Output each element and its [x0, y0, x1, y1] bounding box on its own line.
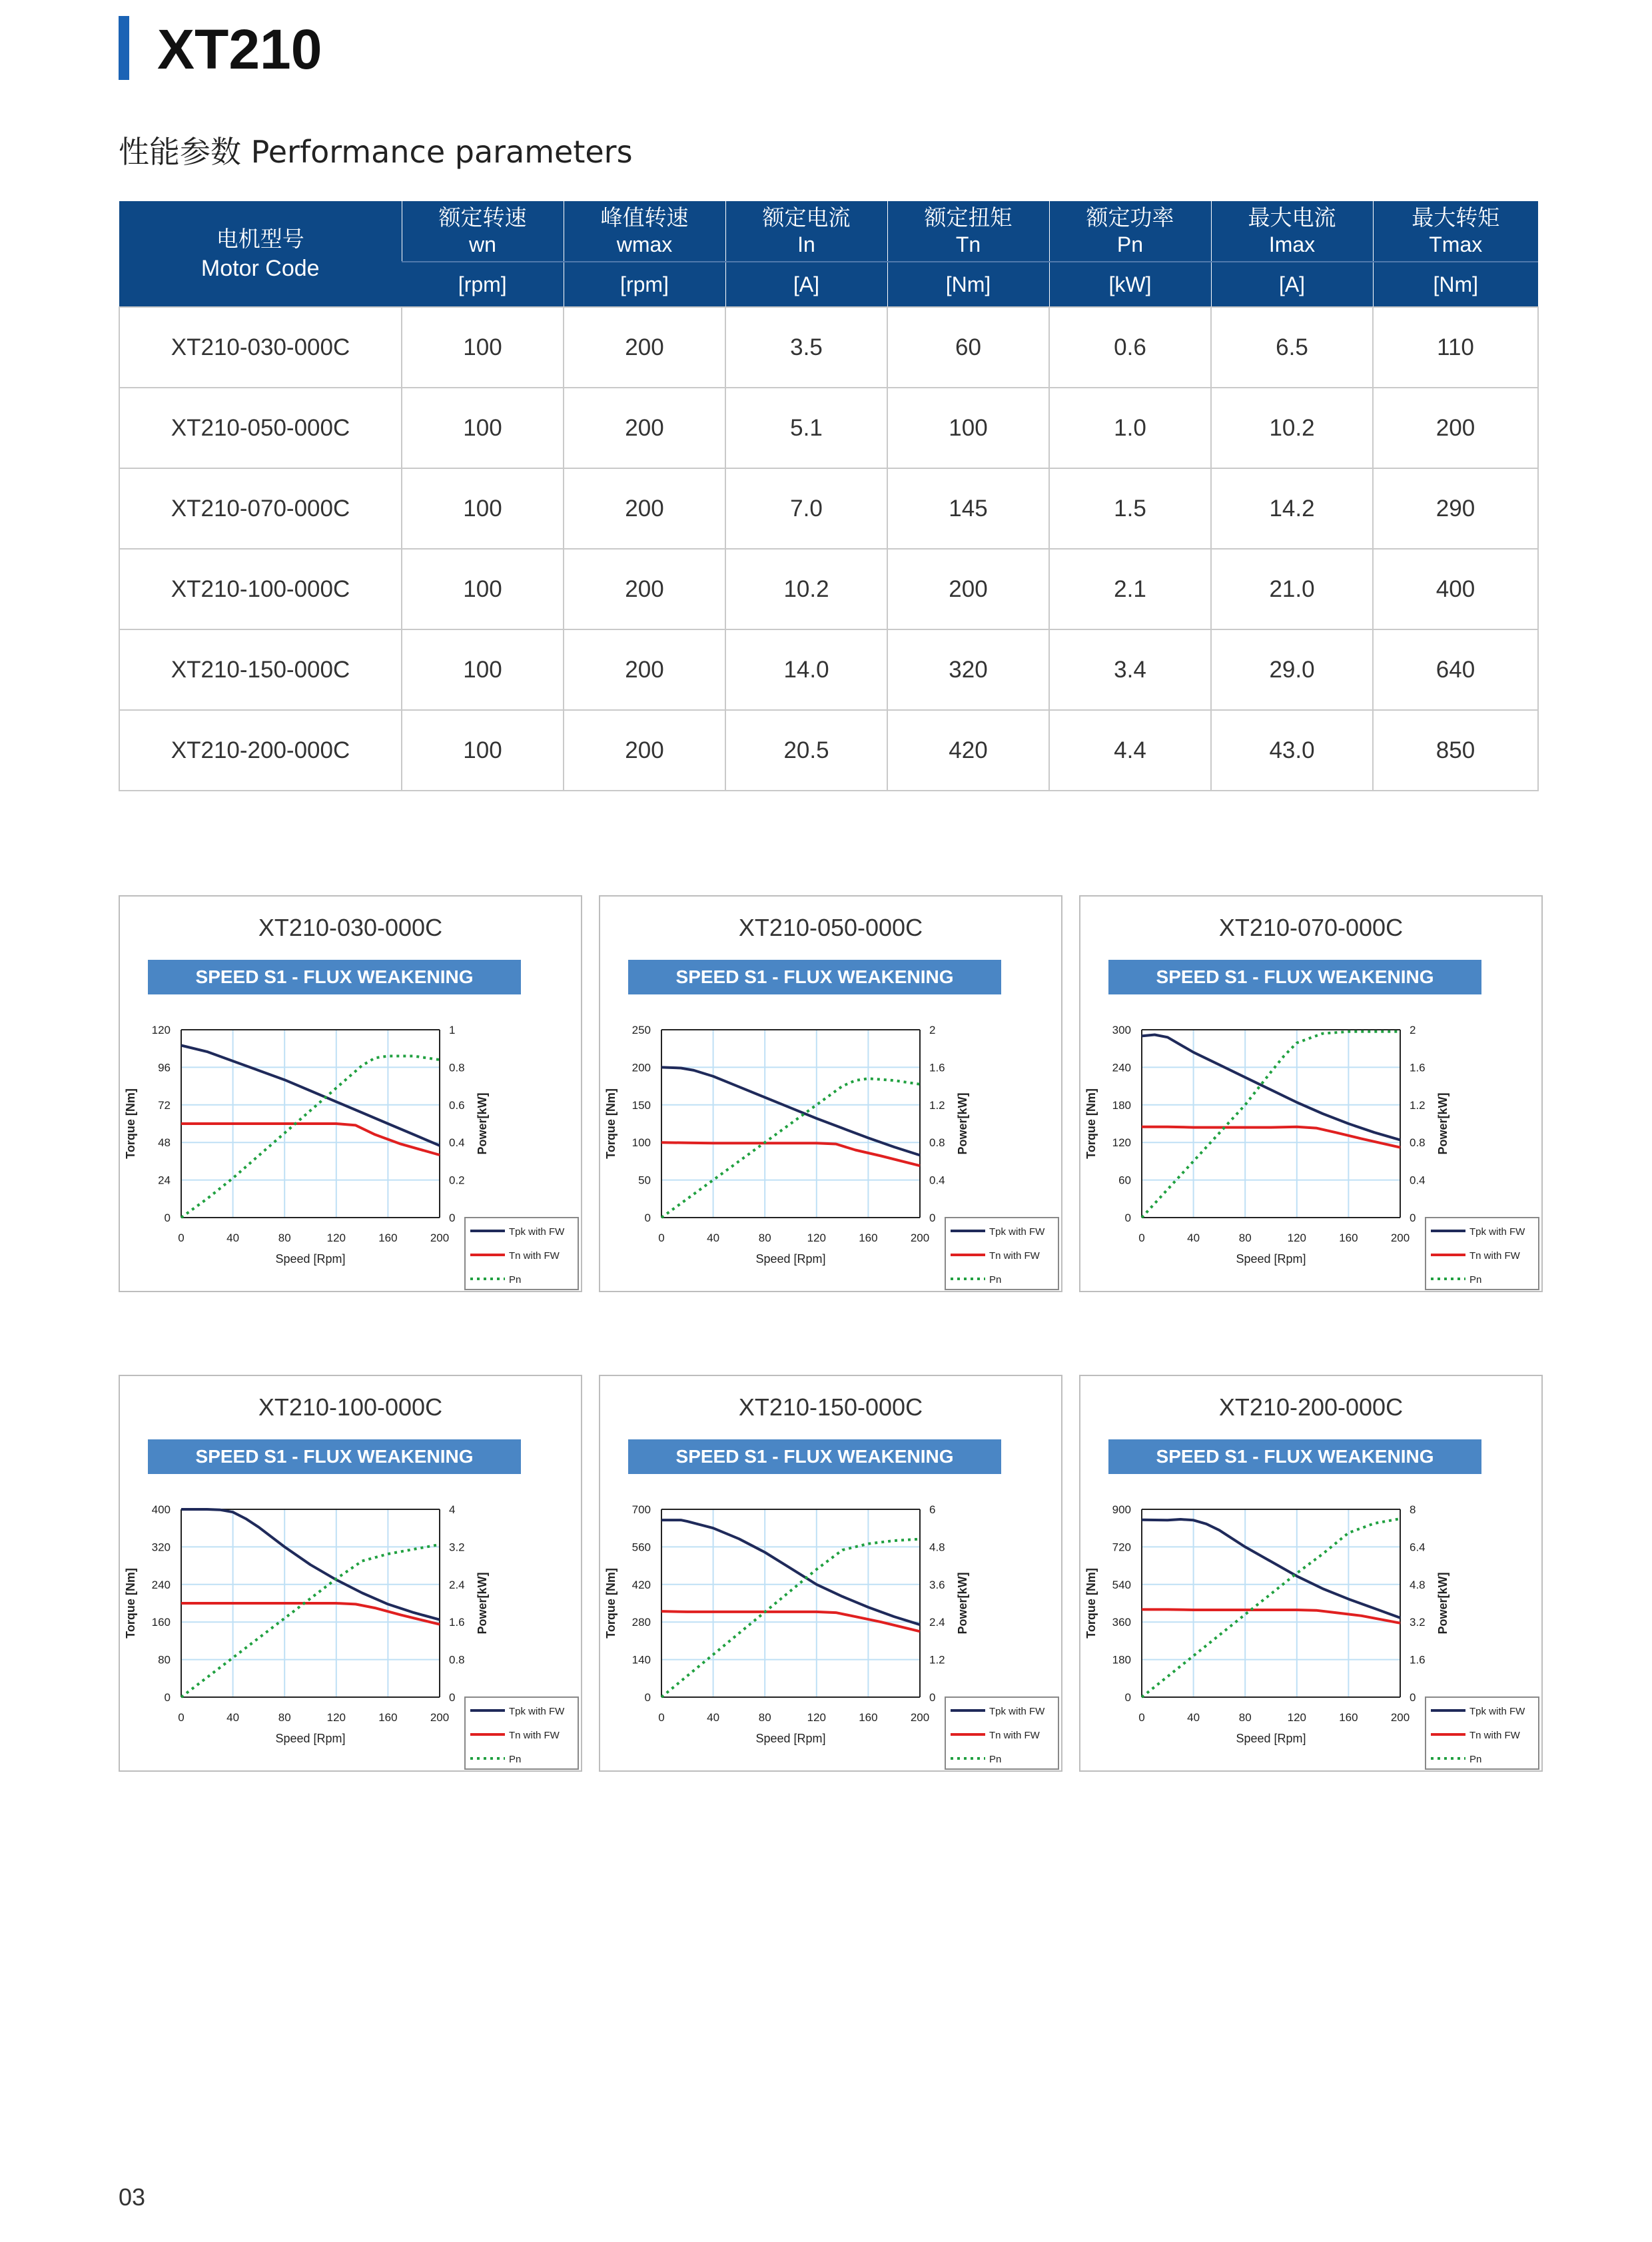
- legend-label: Tn with FW: [509, 1250, 560, 1262]
- y-tick-label: 96: [158, 1061, 171, 1074]
- chart-card: [599, 895, 1062, 1292]
- x-tick-label: 0: [1138, 1711, 1145, 1724]
- y-tick-label: 50: [638, 1174, 651, 1187]
- table-cell: 10.2: [1211, 388, 1373, 468]
- y-tick-label: 300: [1112, 1024, 1131, 1036]
- x-tick-label: 200: [1390, 1711, 1410, 1724]
- x-axis-label: Speed [Rpm]: [275, 1252, 346, 1266]
- x-tick-label: 160: [378, 1232, 398, 1244]
- motor-code-header-cn: 电机型号: [216, 226, 304, 252]
- y-axis-label: Torque [Nm]: [1084, 1568, 1098, 1639]
- x-tick-label: 120: [1287, 1232, 1306, 1244]
- table-cell: 200: [564, 710, 725, 791]
- x-tick-label: 40: [226, 1711, 240, 1724]
- y2-tick-label: 1.6: [449, 1616, 465, 1629]
- y2-tick-label: 0.8: [929, 1136, 945, 1150]
- y-axis-label: Torque [Nm]: [124, 1088, 137, 1159]
- chart-banner: SPEED S1 - FLUX WEAKENING: [628, 1439, 1001, 1474]
- series-line-pn: [1142, 1519, 1400, 1697]
- column-header: [1373, 201, 1538, 262]
- y2-tick-label: 2: [929, 1024, 936, 1036]
- y-tick-label: 250: [631, 1024, 651, 1036]
- chart-plot: [600, 1376, 1061, 1770]
- x-tick-label: 120: [1287, 1711, 1306, 1724]
- y-tick-label: 0: [164, 1691, 171, 1704]
- table-cell: 4.4: [1049, 710, 1211, 791]
- x-axis-label: Speed [Rpm]: [755, 1732, 826, 1745]
- legend-label: Pn: [1469, 1754, 1482, 1765]
- table-cell: 10.2: [725, 549, 887, 629]
- table-cell: 100: [402, 307, 564, 388]
- y-tick-label: 72: [158, 1098, 171, 1112]
- y-axis-label: Torque [Nm]: [1084, 1088, 1098, 1159]
- table-cell: 200: [1373, 388, 1538, 468]
- column-header: [887, 201, 1049, 262]
- table-cell: 200: [564, 307, 725, 388]
- legend-label: Tpk with FW: [989, 1226, 1045, 1238]
- table-cell: 640: [1373, 629, 1538, 710]
- page-number: 03: [119, 2183, 146, 2211]
- legend-label: Tn with FW: [1469, 1250, 1520, 1262]
- x-tick-label: 160: [1339, 1711, 1358, 1724]
- column-unit: [Nm]: [1373, 262, 1538, 307]
- chart-plot: [1080, 1376, 1541, 1770]
- y-tick-label: 24: [158, 1174, 171, 1187]
- column-header: [1049, 201, 1211, 262]
- x-tick-label: 200: [430, 1232, 450, 1244]
- y-tick-label: 900: [1112, 1503, 1131, 1516]
- y2-tick-label: 1: [449, 1024, 456, 1036]
- y2-tick-label: 0: [929, 1691, 936, 1704]
- x-tick-label: 0: [658, 1711, 665, 1724]
- y2-tick-label: 1.6: [929, 1061, 945, 1074]
- y-tick-label: 0: [1124, 1212, 1131, 1224]
- y2-tick-label: 4.8: [929, 1541, 945, 1554]
- series-line-tn-with-fw: [661, 1142, 920, 1166]
- chart-card: [119, 895, 582, 1292]
- column-unit: [A]: [1211, 262, 1373, 307]
- column-header-cn: 额定功率: [1086, 204, 1174, 230]
- y2-tick-label: 2: [1410, 1024, 1416, 1036]
- table-row: [119, 307, 1538, 388]
- table-cell: 1.5: [1049, 468, 1211, 549]
- table-cell: 1.0: [1049, 388, 1211, 468]
- page-title: XT210: [157, 18, 322, 81]
- y-tick-label: 280: [631, 1616, 651, 1629]
- y2-tick-label: 1.2: [929, 1098, 945, 1112]
- y-tick-label: 100: [631, 1136, 651, 1150]
- table-cell: 0.6: [1049, 307, 1211, 388]
- legend-label: Pn: [509, 1274, 522, 1286]
- x-tick-label: 160: [859, 1232, 878, 1244]
- x-tick-label: 120: [326, 1232, 346, 1244]
- table-cell: 3.5: [725, 307, 887, 388]
- legend-label: Tn with FW: [1469, 1730, 1520, 1741]
- y2-tick-label: 0.2: [449, 1174, 465, 1187]
- x-tick-label: 160: [1339, 1232, 1358, 1244]
- table-cell: 145: [887, 468, 1049, 549]
- series-line-pn: [661, 1539, 920, 1697]
- legend-label: Pn: [1469, 1274, 1482, 1286]
- legend-label: Pn: [989, 1274, 1002, 1286]
- y2-tick-label: 6.4: [1410, 1541, 1426, 1554]
- y2-tick-label: 6: [929, 1503, 936, 1516]
- y2-axis-label: Power[kW]: [1436, 1572, 1449, 1635]
- y2-tick-label: 0.8: [449, 1061, 465, 1074]
- chart-plot: [600, 897, 1061, 1291]
- column-header-cn: 峰值转速: [600, 204, 689, 230]
- y-tick-label: 320: [151, 1541, 171, 1554]
- x-tick-label: 80: [1238, 1711, 1252, 1724]
- series-line-pn: [661, 1078, 920, 1218]
- table-cell: 290: [1373, 468, 1538, 549]
- motor-code-header-en: Motor Code: [201, 256, 320, 281]
- y-tick-label: 720: [1112, 1541, 1131, 1554]
- table-cell: 420: [887, 710, 1049, 791]
- chart-card: [599, 1375, 1062, 1772]
- y-tick-label: 0: [1124, 1691, 1131, 1704]
- table-header-row: [119, 201, 1538, 262]
- chart-banner: SPEED S1 - FLUX WEAKENING: [628, 960, 1001, 994]
- y-tick-label: 560: [631, 1541, 651, 1554]
- y2-tick-label: 2.4: [929, 1616, 945, 1629]
- column-header: [402, 201, 564, 262]
- x-tick-label: 80: [278, 1232, 291, 1244]
- chart-title: XT210-050-000C: [738, 914, 923, 941]
- section-title: 性能参数 Performance parameters: [119, 134, 633, 170]
- y2-tick-label: 0.8: [1410, 1136, 1426, 1150]
- x-tick-label: 0: [1138, 1232, 1145, 1244]
- series-line-tpk-with-fw: [1142, 1035, 1400, 1140]
- column-header-cn: 额定转速: [438, 204, 527, 230]
- x-tick-label: 120: [807, 1711, 826, 1724]
- x-tick-label: 200: [910, 1232, 930, 1244]
- table-cell: 200: [887, 549, 1049, 629]
- chart-title: XT210-070-000C: [1218, 914, 1404, 941]
- table-cell: 43.0: [1211, 710, 1373, 791]
- column-header-symbol: Pn: [1116, 232, 1144, 256]
- y2-tick-label: 0: [1410, 1212, 1416, 1224]
- y2-axis-label: Power[kW]: [476, 1092, 489, 1155]
- y-tick-label: 240: [151, 1578, 171, 1591]
- table-cell: 100: [402, 710, 564, 791]
- y2-axis-label: Power[kW]: [956, 1092, 969, 1155]
- chart-title: XT210-100-000C: [258, 1393, 443, 1421]
- legend-label: Tn with FW: [989, 1730, 1040, 1741]
- table-cell: XT210-200-000C: [119, 710, 402, 791]
- chart-banner: SPEED S1 - FLUX WEAKENING: [1108, 960, 1481, 994]
- table-cell: XT210-030-000C: [119, 307, 402, 388]
- chart-banner: SPEED S1 - FLUX WEAKENING: [148, 1439, 521, 1474]
- chart-card: [1079, 895, 1543, 1292]
- y2-tick-label: 4.8: [1410, 1578, 1426, 1591]
- table-row: [119, 388, 1538, 468]
- table-cell: 20.5: [725, 710, 887, 791]
- table-cell: 3.4: [1049, 629, 1211, 710]
- table-cell: 850: [1373, 710, 1538, 791]
- y-tick-label: 120: [151, 1024, 171, 1036]
- column-header: [564, 201, 725, 262]
- table-cell: 110: [1373, 307, 1538, 388]
- chart-plot: [120, 1376, 581, 1770]
- table-cell: 320: [887, 629, 1049, 710]
- y-tick-label: 140: [631, 1653, 651, 1667]
- column-unit: [Nm]: [887, 262, 1049, 307]
- column-header: [725, 201, 887, 262]
- y-tick-label: 200: [631, 1061, 651, 1074]
- title-accent-bar: [119, 16, 129, 80]
- y2-tick-label: 0.6: [449, 1098, 465, 1112]
- y2-tick-label: 0.4: [1410, 1174, 1426, 1187]
- y2-tick-label: 3.2: [449, 1541, 465, 1554]
- series-line-tn-with-fw: [1142, 1609, 1400, 1623]
- legend-label: Tn with FW: [989, 1250, 1040, 1262]
- table-cell: 100: [887, 388, 1049, 468]
- y2-tick-label: 0: [449, 1691, 456, 1704]
- y-tick-label: 0: [644, 1212, 651, 1224]
- chart-card: [119, 1375, 582, 1772]
- column-header-symbol: wn: [469, 232, 496, 256]
- x-tick-label: 200: [1390, 1232, 1410, 1244]
- y-tick-label: 360: [1112, 1616, 1131, 1629]
- y-axis-label: Torque [Nm]: [604, 1568, 618, 1639]
- column-header-cn: 最大转矩: [1412, 204, 1500, 230]
- table-row: [119, 468, 1538, 549]
- chart-banner: SPEED S1 - FLUX WEAKENING: [1108, 1439, 1481, 1474]
- column-header-cn: 额定扭矩: [924, 204, 1013, 230]
- y2-tick-label: 0: [449, 1212, 456, 1224]
- chart-plot: [1080, 897, 1541, 1291]
- y-tick-label: 240: [1112, 1061, 1131, 1074]
- x-tick-label: 0: [658, 1232, 665, 1244]
- table-cell: 5.1: [725, 388, 887, 468]
- legend-label: Tpk with FW: [989, 1706, 1045, 1717]
- x-tick-label: 200: [910, 1711, 930, 1724]
- y-tick-label: 120: [1112, 1136, 1131, 1150]
- y-axis-label: Torque [Nm]: [124, 1568, 137, 1639]
- y-tick-label: 48: [158, 1136, 171, 1150]
- column-header-cn: 最大电流: [1248, 204, 1336, 230]
- column-header-symbol: Tn: [955, 232, 981, 256]
- x-tick-label: 0: [178, 1232, 185, 1244]
- table-cell: XT210-150-000C: [119, 629, 402, 710]
- table-cell: 100: [402, 549, 564, 629]
- y-tick-label: 160: [151, 1616, 171, 1629]
- y2-tick-label: 0: [929, 1212, 936, 1224]
- table-cell: 14.0: [725, 629, 887, 710]
- series-line-tpk-with-fw: [181, 1046, 440, 1146]
- table-row: [119, 629, 1538, 710]
- y-tick-label: 420: [631, 1578, 651, 1591]
- column-unit: [rpm]: [564, 262, 725, 307]
- y2-tick-label: 0.4: [929, 1174, 945, 1187]
- table-cell: 400: [1373, 549, 1538, 629]
- y2-tick-label: 0.8: [449, 1653, 465, 1667]
- x-tick-label: 160: [859, 1711, 878, 1724]
- x-tick-label: 40: [226, 1232, 240, 1244]
- table-cell: XT210-050-000C: [119, 388, 402, 468]
- legend-label: Tpk with FW: [1469, 1226, 1525, 1238]
- x-axis-label: Speed [Rpm]: [755, 1252, 826, 1266]
- y2-tick-label: 8: [1410, 1503, 1416, 1516]
- series-line-tn-with-fw: [181, 1603, 440, 1625]
- series-line-pn: [181, 1545, 440, 1697]
- y-tick-label: 0: [644, 1691, 651, 1704]
- chart-title: XT210-200-000C: [1218, 1393, 1404, 1421]
- table-cell: XT210-070-000C: [119, 468, 402, 549]
- column-header-symbol: In: [797, 232, 815, 256]
- x-tick-label: 80: [758, 1711, 771, 1724]
- chart-title: XT210-150-000C: [738, 1393, 923, 1421]
- legend-label: Tpk with FW: [1469, 1706, 1525, 1717]
- x-tick-label: 120: [326, 1711, 346, 1724]
- table-cell: 21.0: [1211, 549, 1373, 629]
- x-tick-label: 0: [178, 1711, 185, 1724]
- y-tick-label: 80: [158, 1653, 171, 1667]
- column-header-cn: 额定电流: [762, 204, 851, 230]
- chart-banner: SPEED S1 - FLUX WEAKENING: [148, 960, 521, 994]
- x-tick-label: 80: [1238, 1232, 1252, 1244]
- y-tick-label: 150: [631, 1098, 651, 1112]
- series-line-tpk-with-fw: [661, 1520, 920, 1625]
- column-header-symbol: wmax: [616, 232, 673, 256]
- y2-tick-label: 1.6: [1410, 1061, 1426, 1074]
- column-unit: [A]: [725, 262, 887, 307]
- x-tick-label: 40: [1187, 1232, 1200, 1244]
- column-unit: [rpm]: [402, 262, 564, 307]
- y2-tick-label: 3.6: [929, 1578, 945, 1591]
- table-cell: 200: [564, 388, 725, 468]
- column-header: [1211, 201, 1373, 262]
- legend-label: Pn: [989, 1754, 1002, 1765]
- y2-axis-label: Power[kW]: [1436, 1092, 1449, 1155]
- x-tick-label: 40: [707, 1232, 720, 1244]
- chart-title: XT210-030-000C: [258, 914, 443, 941]
- y-tick-label: 400: [151, 1503, 171, 1516]
- series-line-pn: [181, 1056, 440, 1218]
- table-cell: 7.0: [725, 468, 887, 549]
- y2-tick-label: 0.4: [449, 1136, 465, 1150]
- legend-label: Pn: [509, 1754, 522, 1765]
- y2-tick-label: 4: [449, 1503, 456, 1516]
- y2-axis-label: Power[kW]: [476, 1572, 489, 1635]
- table-cell: 100: [402, 629, 564, 710]
- y2-axis-label: Power[kW]: [956, 1572, 969, 1635]
- y-tick-label: 180: [1112, 1098, 1131, 1112]
- legend-label: Tpk with FW: [509, 1226, 565, 1238]
- y-tick-label: 60: [1118, 1174, 1131, 1187]
- y2-tick-label: 0: [1410, 1691, 1416, 1704]
- y2-tick-label: 2.4: [449, 1578, 465, 1591]
- table-cell: 60: [887, 307, 1049, 388]
- x-tick-label: 200: [430, 1711, 450, 1724]
- x-axis-label: Speed [Rpm]: [1236, 1732, 1306, 1745]
- column-unit: [kW]: [1049, 262, 1211, 307]
- legend-label: Tn with FW: [509, 1730, 560, 1741]
- x-axis-label: Speed [Rpm]: [1236, 1252, 1306, 1266]
- table-cell: 6.5: [1211, 307, 1373, 388]
- y2-tick-label: 1.2: [1410, 1098, 1426, 1112]
- table-cell: 200: [564, 468, 725, 549]
- table-cell: XT210-100-000C: [119, 549, 402, 629]
- column-header-symbol: Imax: [1268, 232, 1316, 256]
- y-tick-label: 0: [164, 1212, 171, 1224]
- motor-code-header: [119, 201, 402, 307]
- performance-table: [119, 201, 1539, 791]
- x-tick-label: 40: [1187, 1711, 1200, 1724]
- table-cell: 29.0: [1211, 629, 1373, 710]
- y-tick-label: 180: [1112, 1653, 1131, 1667]
- series-line-tpk-with-fw: [1142, 1519, 1400, 1618]
- y2-tick-label: 1.6: [1410, 1653, 1426, 1667]
- table-cell: 200: [564, 629, 725, 710]
- table-cell: 14.2: [1211, 468, 1373, 549]
- chart-plot: [120, 897, 581, 1291]
- x-tick-label: 160: [378, 1711, 398, 1724]
- table-row: [119, 710, 1538, 791]
- y2-tick-label: 3.2: [1410, 1616, 1426, 1629]
- x-tick-label: 80: [278, 1711, 291, 1724]
- x-tick-label: 40: [707, 1711, 720, 1724]
- y-tick-label: 700: [631, 1503, 651, 1516]
- table-cell: 200: [564, 549, 725, 629]
- y2-tick-label: 1.2: [929, 1653, 945, 1667]
- table-cell: 2.1: [1049, 549, 1211, 629]
- table-cell: 100: [402, 468, 564, 549]
- x-tick-label: 120: [807, 1232, 826, 1244]
- y-axis-label: Torque [Nm]: [604, 1088, 618, 1159]
- column-header-symbol: Tmax: [1429, 232, 1483, 256]
- x-tick-label: 80: [758, 1232, 771, 1244]
- table-cell: 100: [402, 388, 564, 468]
- chart-card: [1079, 1375, 1543, 1772]
- table-row: [119, 549, 1538, 629]
- series-line-pn: [1142, 1032, 1400, 1218]
- series-line-tn-with-fw: [1142, 1127, 1400, 1148]
- legend-label: Tpk with FW: [509, 1706, 565, 1717]
- y-tick-label: 540: [1112, 1578, 1131, 1591]
- x-axis-label: Speed [Rpm]: [275, 1732, 346, 1745]
